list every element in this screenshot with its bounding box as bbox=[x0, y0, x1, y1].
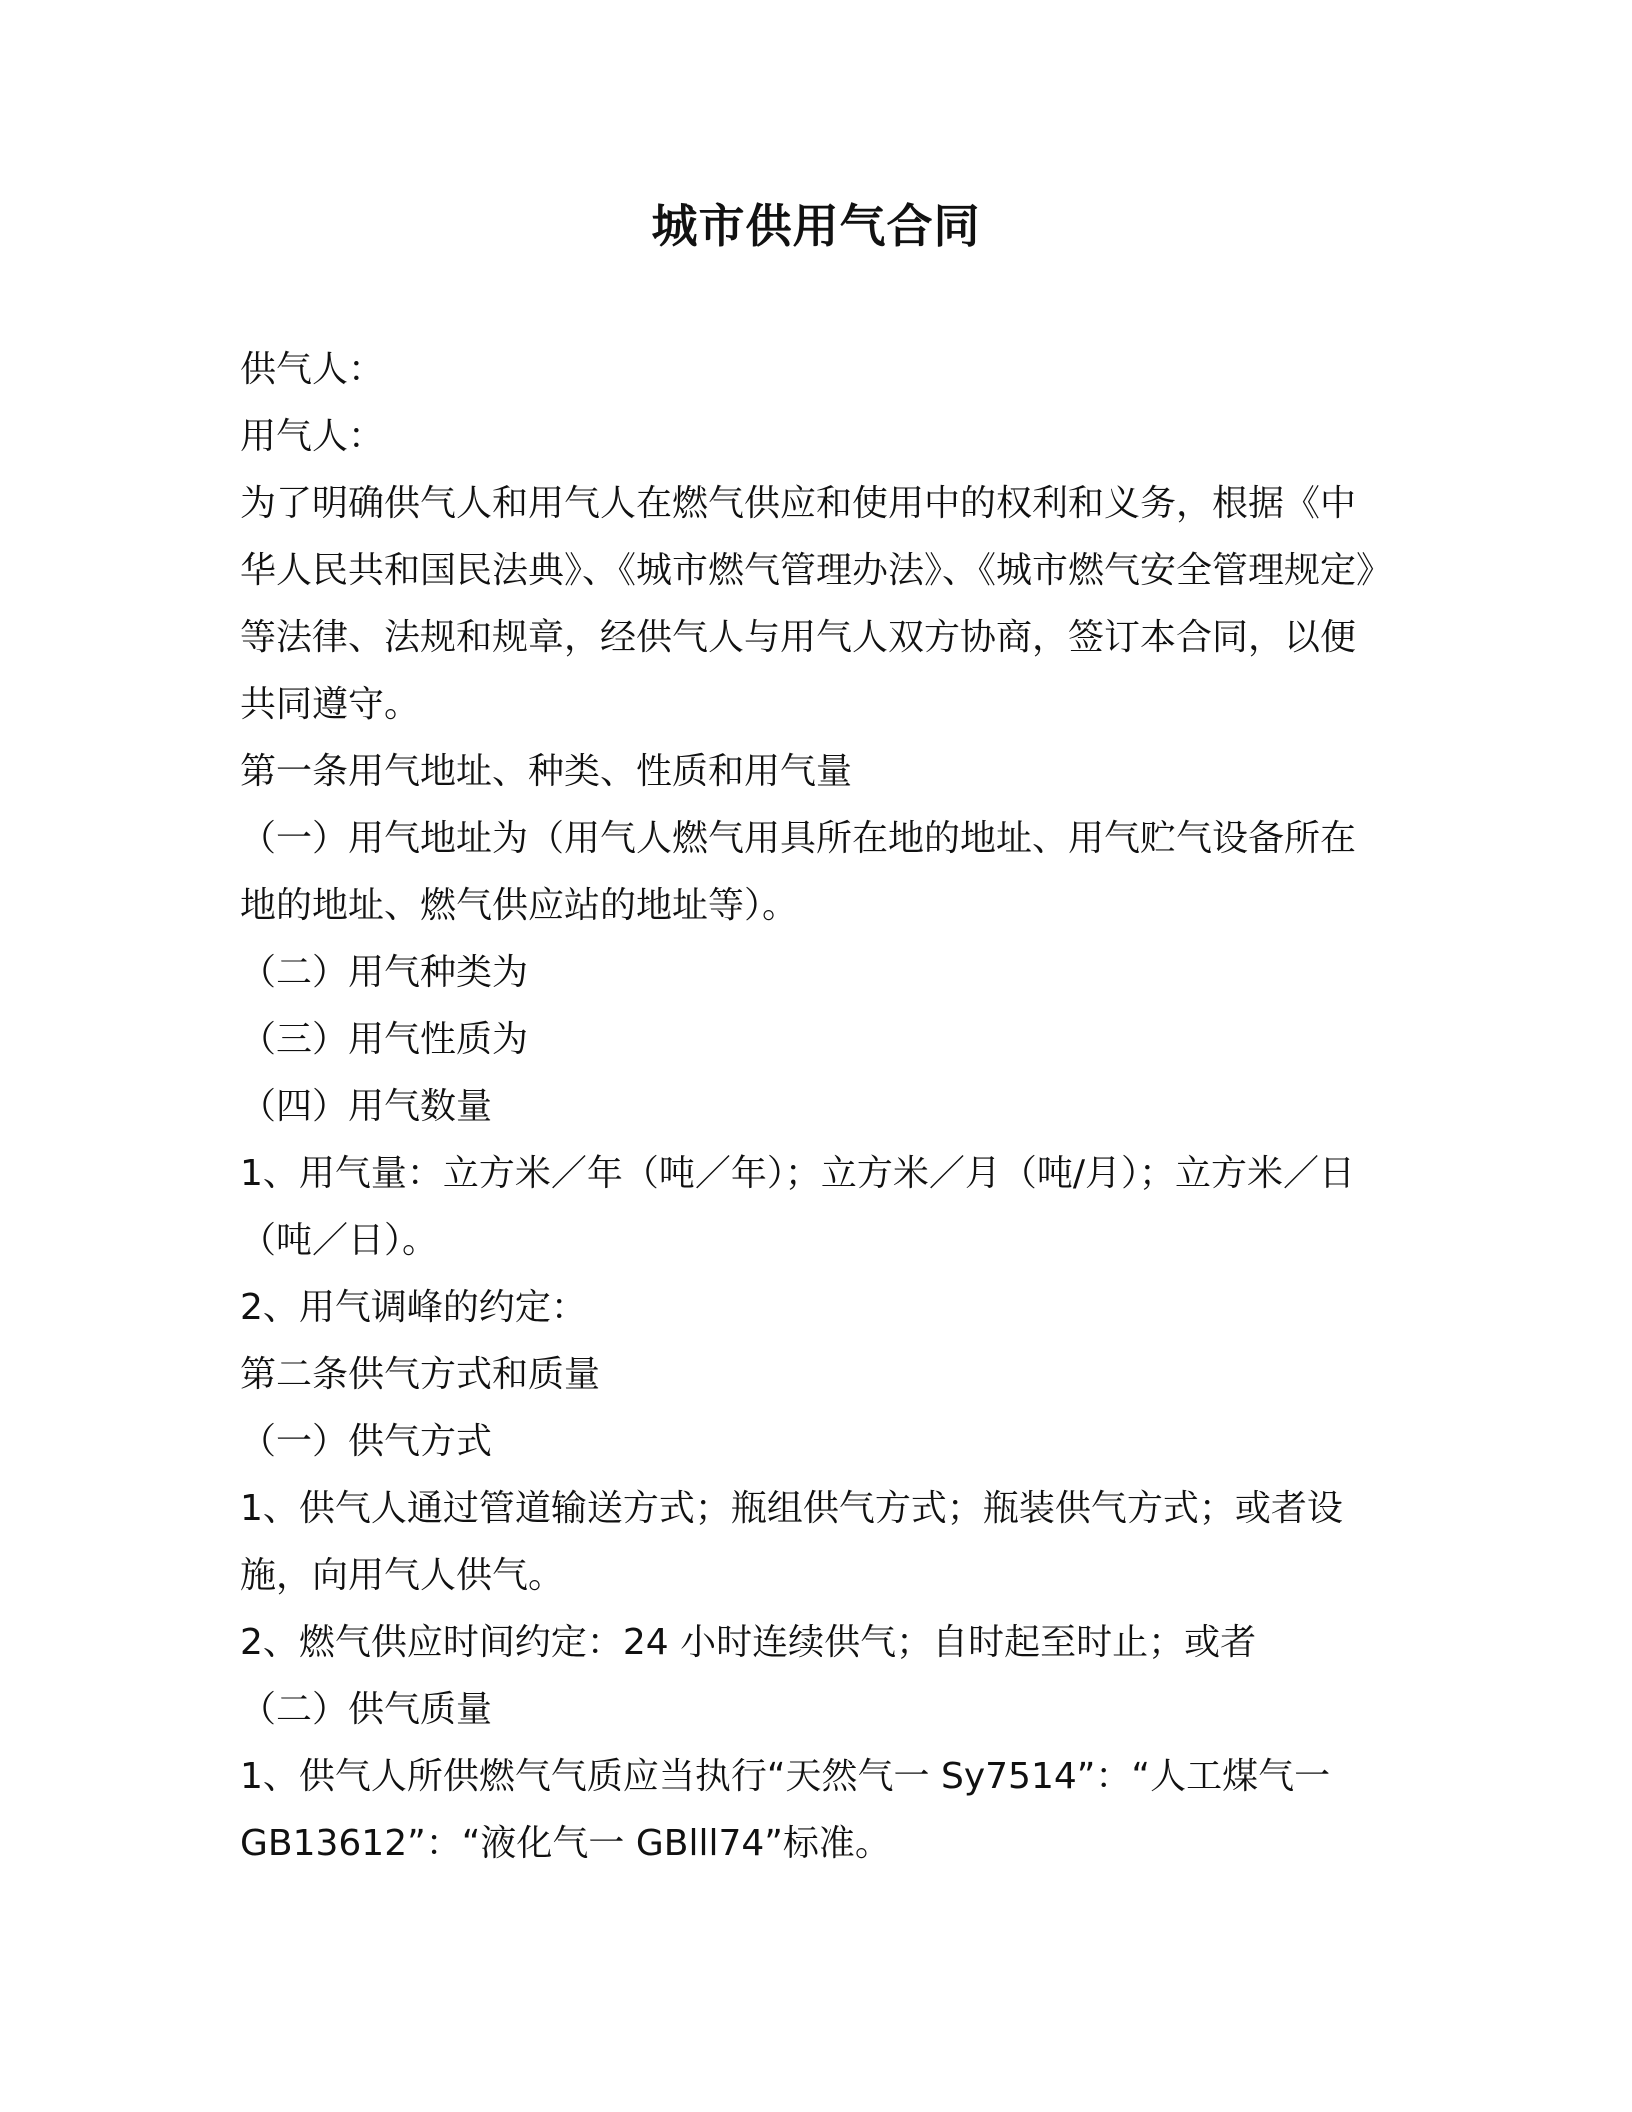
text-line-user: 用气人： bbox=[240, 416, 385, 457]
text-line-supply-method-2: 施，向用气人供气。 bbox=[240, 1555, 565, 1596]
text-line-gas-type: （二）用气种类为 bbox=[240, 952, 529, 993]
article-1-heading: 第一条用气地址、种类、性质和用气量 bbox=[240, 751, 853, 792]
text-line-address-1: （一）用气地址为（用气人燃气用具所在地的地址、用气贮气设备所在 bbox=[240, 818, 1357, 859]
text-line-preamble-4: 共同遵守。 bbox=[240, 684, 421, 725]
text-line-supply-method: （一）供气方式 bbox=[240, 1421, 493, 1462]
text-line-preamble-3: 等法律、法规和规章，经供气人与用气人双方协商，签订本合同，以便 bbox=[240, 617, 1357, 658]
text-line-volume-1: 1、用气量：立方米／年（吨／年）；立方米／月（吨/月）；立方米／日 bbox=[240, 1153, 1356, 1194]
text-line-volume-2: （吨／日）。 bbox=[240, 1220, 439, 1261]
document-title: 城市供用气合同 bbox=[651, 199, 981, 253]
text-line-gas-nature: （三）用气性质为 bbox=[240, 1019, 529, 1060]
text-line-quality-standard-2: GB13612”：“液化气一 GBlll74”标准。 bbox=[240, 1823, 891, 1864]
text-line-address-2: 地的地址、燃气供应站的地址等）。 bbox=[240, 885, 799, 926]
text-line-supply-time: 2、燃气供应时间约定：24 小时连续供气；自时起至时止；或者 bbox=[240, 1622, 1257, 1663]
text-line-preamble-1: 为了明确供气人和用气人在燃气供应和使用中的权利和义务，根据《中 bbox=[240, 483, 1357, 524]
article-2-heading: 第二条供气方式和质量 bbox=[240, 1354, 601, 1395]
text-line-supply-method-1: 1、供气人通过管道输送方式；瓶组供气方式；瓶装供气方式；或者设 bbox=[240, 1488, 1343, 1529]
text-line-gas-quantity: （四）用气数量 bbox=[240, 1086, 493, 1127]
text-line-supplier: 供气人： bbox=[240, 349, 385, 390]
text-line-peak-shaving: 2、用气调峰的约定： bbox=[240, 1287, 587, 1328]
text-line-quality-standard-1: 1、供气人所供燃气气质应当执行“天然气一 Sy7514”：“人工煤气一 bbox=[240, 1756, 1331, 1797]
text-line-preamble-2: 华人民共和国民法典》、《城市燃气管理办法》、《城市燃气安全管理规定》 bbox=[240, 550, 1393, 591]
document-body bbox=[240, 336, 1393, 1877]
text-line-supply-quality: （二）供气质量 bbox=[240, 1689, 493, 1730]
